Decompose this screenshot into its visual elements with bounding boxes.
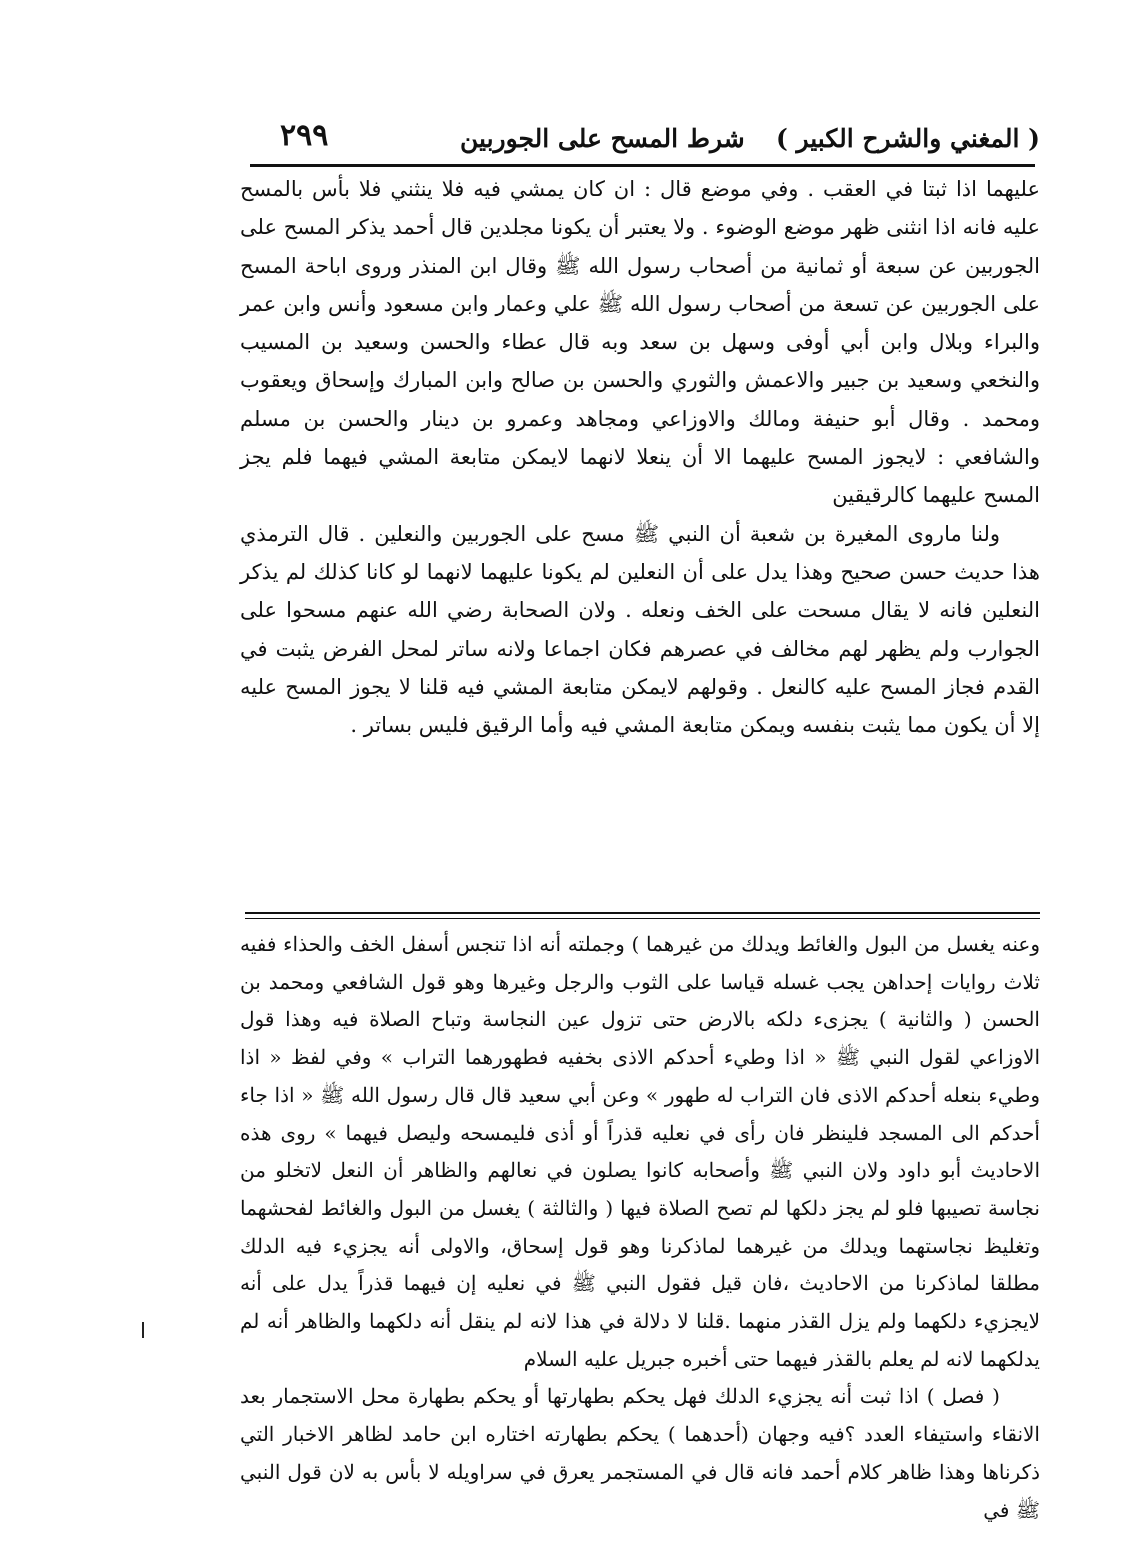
margin-mark xyxy=(142,1322,144,1338)
commentary-paragraph: وعنه يغسل من البول والغائط ويدلك من غيرهما ) وجملته أنه اذا تنجس أسفل الخف والحذاء ففيه ثلاث روايات إحداهن يجب غسله قياسا على الثوب والرجل وغيرها وهو قول الشافعي ومحمد بن الحسن ( والثانية ) يجزىء دلكه بالارض حتى تزول عين النجاسة وتباح الصلاة فيه وهذا قول الاوزاعي لقول النبي ﷺ « اذا وطيء أحدكم الاذى بخفيه فطهورهما التراب » وفي لفظ « اذا وطيء بنعله أحدكم الاذى فان التراب له طهور » وعن أبي سعيد قال قال رسول الله ﷺ « اذا جاء أحدكم الى المسجد فلينظر فان رأى في نعليه قذراً أو أذى فليمسحه وليصل فيهما » روى هذه الاحاديث أبو داود ولان النبي ﷺ وأصحابه كانوا يصلون في نعالهم والظاهر أن النعل لاتخلو من نجاسة تصيبها فلو لم يجز دلكها لم تصح الصلاة فيها ( والثالثة ) يغسل من البول والغائط لفحشهما وتغليظ نجاستهما ويدلك من غيرهما لماذكرنا وهو قول إسحاق، والاولى أنه يجزيء فيه الدلك مطلقا لماذكرنا من الاحاديث ،فان قيل فقول النبي ﷺ في نعليه إن فيهما قذراً يدل على أنه لايجزيء دلكهما ولم يزل القذر منهما .قلنا لا دلالة في هذا لانه لم ينقل أنه دلكهما والظاهر أنه لم يدلكهما لانه لم يعلم بالقذر فيهما حتى أخبره جبريل عليه السلام xyxy=(240,932,1040,1371)
page-header xyxy=(240,118,1040,166)
main-text xyxy=(240,170,1040,744)
header-divider xyxy=(250,164,1035,167)
main-paragraph: ولنا ماروى المغيرة بن شعبة أن النبي ﷺ مسح على الجوربين والنعلين . قال الترمذي هذا حديث حسن صحيح وهذا يدل على أن النعلين لم يكونا عليهما لانهما لو كانا كذلك لم يذكر النعلين فانه لا يقال مسحت على الخف ونعله . ولان الصحابة رضي الله عنهم مسحوا على الجوارب ولم يظهر لهم مخالف في عصرهم فكان اجماعا ولانه ساتر لمحل الفرض يثبت في القدم فجاز المسح عليه كالنعل . وقولهم لايمكن متابعة المشي فيه قلنا لا يجوز المسح عليه إلا أن يكون مما يثبت بنفسه ويمكن متابعة المشي فيه وأما الرقيق فليس بساتر . xyxy=(240,521,1040,738)
page-number: ٢٩٩ xyxy=(280,118,329,153)
main-paragraph: عليهما اذا ثبتا في العقب . وفي موضع قال : ان كان يمشي فيه فلا ينثني فلا بأس بالمسح عليه فانه اذا انثنى ظهر موضع الوضوء . ولا يعتبر أن يكونا مجلدين قال أحمد يذكر المسح على الجوربين عن سبعة أو ثمانية من أصحاب رسول الله ﷺ وقال ابن المنذر وروى اباحة المسح على الجوربين عن تسعة من أصحاب رسول الله ﷺ علي وعمار وابن مسعود وأنس وابن عمر والبراء وبلال وابن أبي أوفى وسهل بن سعد وبه قال عطاء والحسن وسعيد بن المسيب والنخعي وسعيد بن جبير والاعمش والثوري والحسن بن صالح وابن المبارك وإسحاق ويعقوب ومحمد . وقال أبو حنيفة ومالك والاوزاعي ومجاهد وعمرو بن دينار والحسن بن مسلم والشافعي : لايجوز المسح عليهما الا أن ينعلا لانهما لايمكن متابعة المشي فيهما فلم يجز المسح عليهما كالرقيقين xyxy=(240,177,1040,508)
section-divider xyxy=(245,912,1040,919)
book-title: ( المغني والشرح الكبير ) xyxy=(775,124,1040,153)
section-title: شرط المسح على الجوربين xyxy=(460,124,745,153)
commentary-text xyxy=(240,926,1040,1529)
book-page xyxy=(240,118,1040,1522)
commentary-paragraph: ( فصل ) اذا ثبت أنه يجزيء الدلك فهل يحكم بطهارتها أو يحكم بطهارة محل الاستجمار بعد الانقاء واستيفاء العدد ؟فيه وجهان (أحدهما ) يحكم بطهارته اختاره ابن حامد لظاهر الاخبار التي ذكرناها وهذا ظاهر كلام أحمد فانه قال في المستجمر يعرق في سراويله لا بأس به لان قول النبي ﷺ في xyxy=(240,1384,1040,1522)
